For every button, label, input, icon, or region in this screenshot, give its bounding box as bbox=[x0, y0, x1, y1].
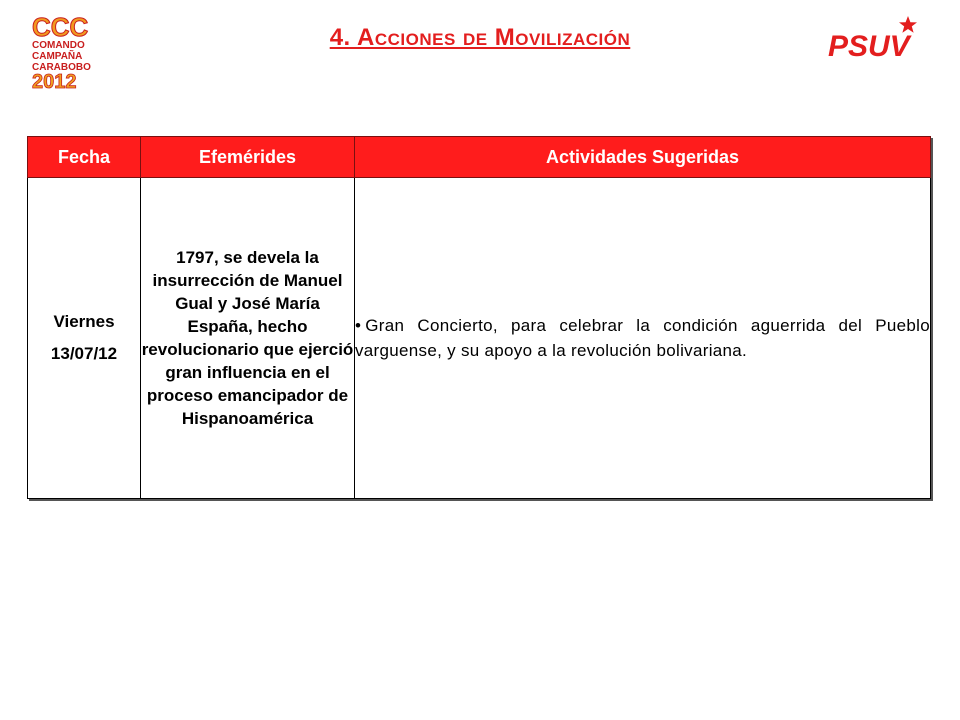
page-title: 4. Acciones de Movilización bbox=[329, 24, 631, 51]
table-row bbox=[28, 178, 931, 499]
svg-text:COMANDO: COMANDO bbox=[32, 40, 85, 51]
fecha-date: 13/07/12 bbox=[50, 344, 118, 363]
fecha-cell bbox=[28, 178, 141, 499]
svg-text:CCC: CCC bbox=[32, 12, 89, 42]
mobilization-actions-table bbox=[27, 136, 931, 499]
psuv-logo bbox=[822, 10, 944, 62]
table-header-row bbox=[28, 137, 931, 178]
header-efemerides: Efemérides bbox=[141, 137, 355, 178]
svg-text:CAMPAÑA: CAMPAÑA bbox=[32, 51, 83, 62]
efemerides-cell: 1797, se devela la insurrección de Manuel Gual y José María España, hecho revolucionario que ejerció gran influencia en el proceso emancipador de Hispanoamérica bbox=[141, 178, 355, 499]
header-actividades: Actividades Sugeridas bbox=[355, 137, 931, 178]
actividades-cell bbox=[355, 178, 931, 499]
bullet-icon: • bbox=[355, 316, 362, 335]
fecha-day: Viernes bbox=[53, 312, 115, 331]
header-fecha: Fecha bbox=[28, 137, 141, 178]
svg-text:CARABOBO: CARABOBO bbox=[32, 62, 91, 73]
svg-text:2012: 2012 bbox=[32, 71, 77, 92]
actividades-text: Gran Concierto, para celebrar la condición aguerrida del Pueblo varguense, y su apoyo a la revolución bolivariana. bbox=[355, 316, 930, 360]
svg-text:PSUV: PSUV bbox=[828, 30, 910, 62]
